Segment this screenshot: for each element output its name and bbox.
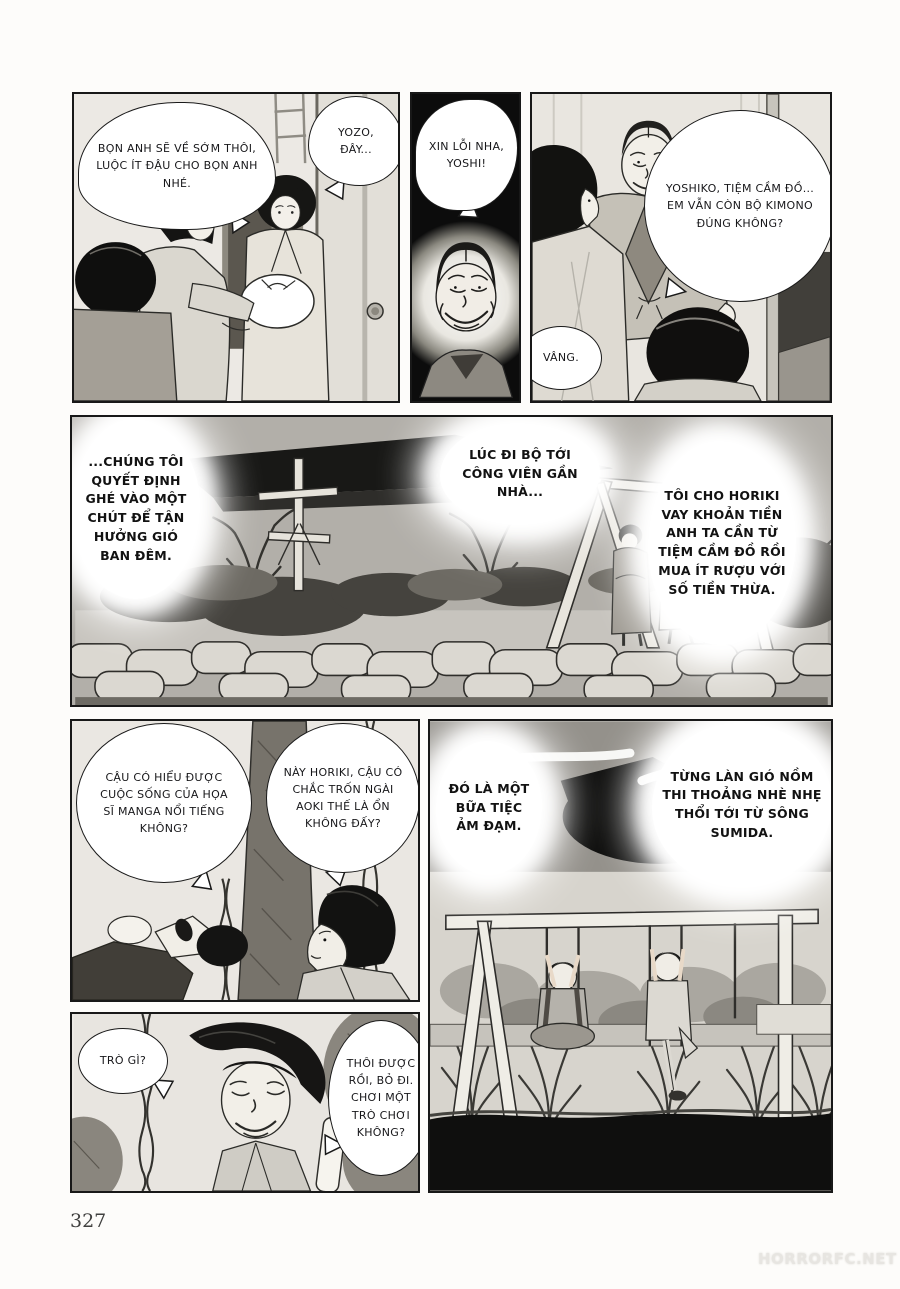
caption-walk-park (440, 423, 600, 525)
speech-bubble-what-game (78, 1028, 168, 1094)
caption-night-breeze (72, 419, 200, 599)
watermark: HORRORFC.NET (758, 1250, 897, 1268)
caption-sumida-wind (652, 723, 832, 887)
speech-text: VÂNG. (542, 351, 580, 365)
caption-text: LÚC ĐI BỘ TỚI CÔNG VIÊN GẦN NHÀ... (462, 446, 578, 500)
speech-text: YOSHIKO, TIỆM CẦM ĐỒ... EM VẪN CÒN BỘ KIMONO ĐÚNG KHÔNG? (665, 182, 815, 230)
caption-text: TỪNG LÀN GIÓ NỒM THI THOẢNG NHÈ NHẸ THỔI TỚI TỪ SÔNG SUMIDA. (662, 768, 822, 840)
panel-swing-conversation (70, 719, 420, 1002)
speech-text: NÀY HORIKI, CẬU CÓ CHẮC TRỐN NGÀI AOKI THẾ LÀ ỔN KHÔNG ĐẤY? (283, 765, 403, 831)
speech-bubble-manga-artist (76, 723, 252, 883)
panel-family-farewell (72, 92, 400, 403)
caption-text: ĐÓ LÀ MỘT BỮA TIỆC ẢM ĐẠM. (448, 780, 530, 834)
speech-text: XIN LỖI NHA, YOSHI! (428, 139, 505, 170)
panel-apology (410, 92, 521, 403)
speech-text: TRÒ GÌ? (99, 1054, 147, 1068)
speech-bubble-pawnshop (644, 110, 832, 302)
panel-pawnshop-question (530, 92, 832, 403)
panel-night-park (70, 415, 833, 707)
speech-text: THÔI ĐƯỢC RỒI, BỎ ĐI. CHƠI MỘT TRÒ CHƠI KHÔNG? (346, 1057, 416, 1139)
speech-bubble-aoki (266, 723, 420, 873)
speech-text: BỌN ANH SẼ VỀ SỚM THÔI, LUỘC ÍT ĐẬU CHO BỌN ANH NHÉ. (96, 142, 258, 190)
speech-text: YOZO, ĐÂY... (338, 125, 374, 156)
panel-lets-play (70, 1012, 420, 1193)
caption-loan (648, 441, 796, 645)
panel-gloomy-party (428, 719, 833, 1193)
caption-gloomy-party (436, 741, 542, 875)
speech-text: CẬU CÓ HIỂU ĐƯỢC CUỘC SỐNG CỦA HỌA SĨ MANGA NỔI TIẾNG KHÔNG? (100, 770, 228, 836)
page-number: 327 (70, 1210, 107, 1232)
speech-bubble-yozo-here (308, 96, 400, 186)
speech-bubble-brothers (78, 102, 276, 230)
caption-text: TÔI CHO HORIKI VAY KHOẢN TIỀN ANH TA CẦN TỪ TIỆM CẦM ĐỒ RỒI MUA ÍT RƯỢU VỚI SỐ TIỀN THỪA. (658, 487, 786, 597)
caption-text: ...CHÚNG TÔI QUYẾT ĐỊNH GHÉ VÀO MỘT CHÚT ĐỂ TẬN HƯỞNG GIÓ BAN ĐÊM. (85, 453, 187, 563)
